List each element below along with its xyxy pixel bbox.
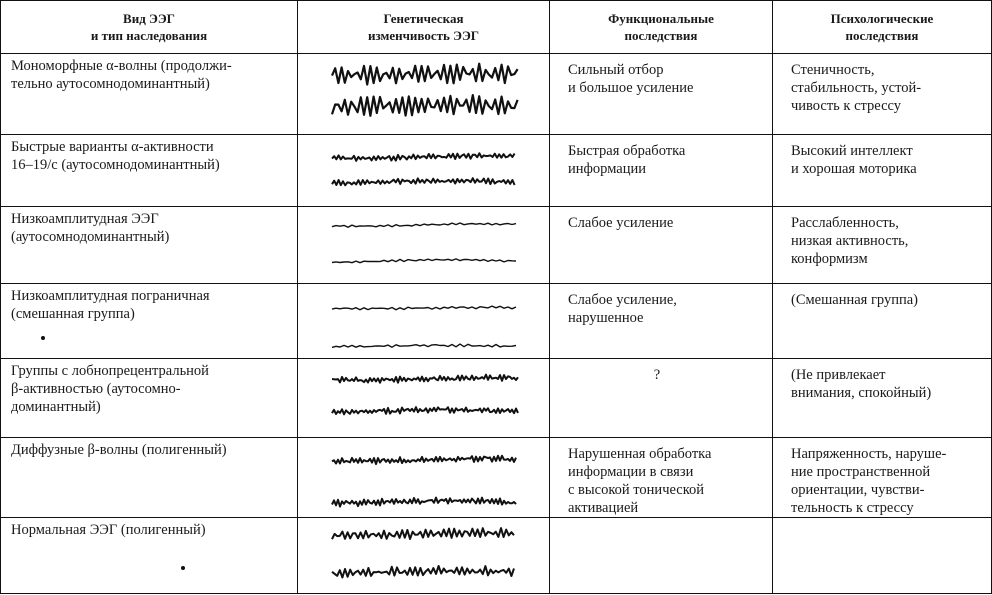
table-row (1, 359, 992, 438)
stray-dot (41, 336, 45, 340)
eeg-trace-cell (298, 518, 550, 594)
eeg-trace-diffuse-beta (298, 438, 549, 517)
functional-cell: Слабое усиление, нарушенное (550, 284, 773, 359)
table-row (1, 54, 992, 135)
table-row (1, 135, 992, 207)
eeg-trace-frontal-beta (298, 359, 549, 437)
eeg-type-cell: Группы с лобнопрецентральной β-активностью (аутосомно- доминантный) (1, 359, 298, 438)
psychological-cell: Высокий интеллект и хорошая моторика (773, 135, 992, 207)
eeg-trace-line (332, 64, 518, 85)
table-header-row (1, 1, 992, 54)
psychological-cell: Напряженность, наруше- ние пространственной ориентации, чувстви- тельность к стрессу (773, 438, 992, 518)
eeg-type-cell: Диффузные β-волны (полигенный) (1, 438, 298, 518)
table-row (1, 207, 992, 284)
functional-cell: Сильный отбор и большое усиление (550, 54, 773, 135)
eeg-trace-line (332, 528, 514, 539)
psychological-cell (773, 518, 992, 594)
eeg-trace-line (332, 375, 518, 383)
header-functional-consequences: Функциональные последствия (550, 1, 773, 54)
functional-cell: Быстрая обработка информации (550, 135, 773, 207)
eeg-trace-cell (298, 284, 550, 359)
header-psychological-consequences: Психологические последствия (773, 1, 992, 54)
eeg-trace-low (298, 207, 549, 283)
table-row (1, 518, 992, 594)
eeg-trace-line (332, 498, 516, 507)
eeg-trace-line (332, 223, 516, 227)
table-row (1, 438, 992, 518)
eeg-trace-line (332, 259, 516, 263)
eeg-trace-low-border (298, 284, 549, 358)
eeg-trace-line (332, 178, 515, 185)
eeg-type-cell: Низкоамплитудная ЭЭГ (аутосомнодоминантный) (1, 207, 298, 284)
eeg-trace-line (332, 153, 515, 161)
eeg-trace-line (332, 344, 516, 347)
eeg-trace-cell (298, 54, 550, 135)
psychological-cell: (Смешанная группа) (773, 284, 992, 359)
eeg-type-cell: Быстрые варианты α-активности 16–19/с (аутосомнодоминантный) (1, 135, 298, 207)
eeg-type-cell: Нормальная ЭЭГ (полигенный) (1, 518, 298, 594)
eeg-trace-fast-alpha (298, 135, 549, 206)
table-row (1, 284, 992, 359)
header-genetic-variability: Генетическая изменчивость ЭЭГ (298, 1, 550, 54)
eeg-trace-normal (298, 518, 549, 593)
eeg-trace-cell (298, 135, 550, 207)
eeg-trace-line (332, 566, 514, 578)
header-eeg-type: Вид ЭЭГ и тип наследования (1, 1, 298, 54)
functional-cell (550, 518, 773, 594)
eeg-type-cell: Мономорфные α-волны (продолжи- тельно аутосомнодоминантный) (1, 54, 298, 135)
psychological-cell: (Не привлекает внимания, спокойный) (773, 359, 992, 438)
functional-cell: Слабое усиление (550, 207, 773, 284)
psychological-cell: Стеничность, стабильность, устой- чивость к стрессу (773, 54, 992, 135)
eeg-trace-line (332, 95, 518, 116)
eeg-trace-line (332, 306, 516, 310)
eeg-trace-cell (298, 359, 550, 438)
functional-cell: ? (550, 359, 773, 438)
eeg-trace-alpha (298, 54, 549, 134)
psychological-cell: Расслабленность, низкая активность, конформизм (773, 207, 992, 284)
eeg-type-cell: Низкоамплитудная пограничная (смешанная группа) (1, 284, 298, 359)
functional-cell: Нарушенная обработка информации в связи с высокой тонической активацией (550, 438, 773, 518)
stray-dot (181, 566, 185, 570)
eeg-trace-cell (298, 438, 550, 518)
eeg-trace-line (332, 456, 516, 464)
eeg-trace-cell (298, 207, 550, 284)
eeg-trace-line (332, 407, 518, 414)
